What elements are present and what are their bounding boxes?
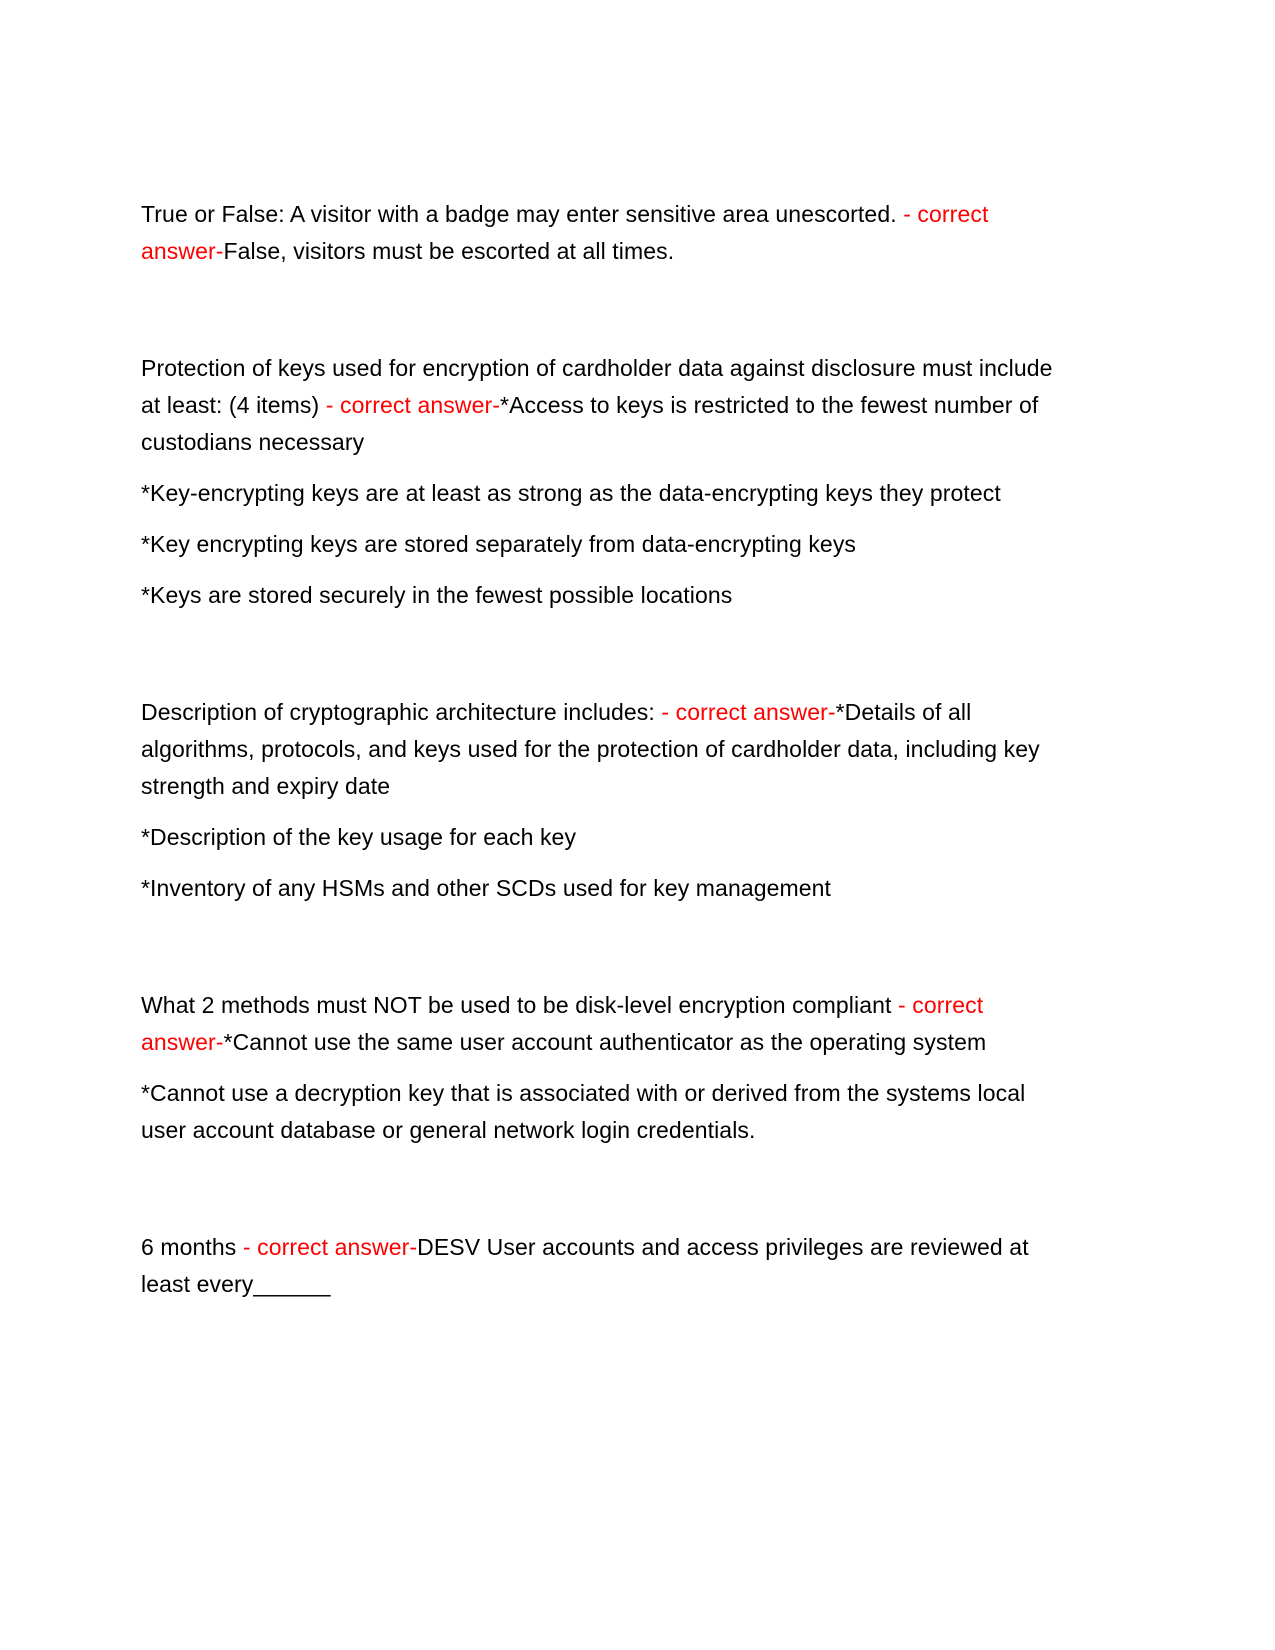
- correct-answer-marker: - correct answer-: [661, 699, 836, 725]
- question-text-run: *Cannot use the same user account authenticator as the operating system: [223, 1029, 987, 1055]
- correct-answer-marker: - correct answer-: [141, 201, 989, 264]
- question-paragraph: [141, 1229, 1070, 1303]
- question-paragraph: [141, 987, 1070, 1061]
- question-text-run: *Key encrypting keys are stored separately from data-encrypting keys: [141, 531, 857, 557]
- question-text-run: What 2 methods must NOT be used to be disk-level encryption compliant: [141, 992, 898, 1018]
- correct-answer-marker: - correct answer-: [242, 1234, 418, 1260]
- question-paragraph: [141, 475, 1070, 512]
- question-text-run: False, visitors must be escorted at all times.: [223, 238, 675, 264]
- question-paragraph: [141, 350, 1070, 461]
- question-text-run: Protection of keys used for encryption of cardholder data against disclosure must include at least: (4 items): [141, 355, 1053, 418]
- question-text-run: True or False: A visitor with a badge may enter sensitive area unescorted.: [141, 201, 904, 227]
- question-text-run: *Key-encrypting keys are at least as strong as the data-encrypting keys they protect: [141, 480, 1001, 506]
- question-text-run: *Inventory of any HSMs and other SCDs used for key management: [141, 875, 832, 901]
- question-paragraph: [141, 870, 1070, 907]
- question-text-run: *Details of all algorithms, protocols, and keys used for the protection of cardholder data, including key strength and expiry date: [141, 699, 1040, 799]
- question-paragraph: [141, 694, 1070, 805]
- question-paragraph: [141, 1075, 1070, 1149]
- question-paragraph: [141, 526, 1070, 563]
- question-text-run: *Cannot use a decryption key that is associated with or derived from the systems local user account database or general network login credentials.: [141, 1080, 1026, 1143]
- question-text-run: DESV User accounts and access privileges are reviewed at least every______: [141, 1234, 1029, 1297]
- question-paragraph: [141, 819, 1070, 856]
- correct-answer-marker: - correct answer-: [325, 392, 501, 418]
- question-text-run: Description of cryptographic architecture includes:: [141, 699, 662, 725]
- question-paragraph: [141, 196, 1070, 270]
- question-text-run: 6 months: [141, 1234, 243, 1260]
- question-text-run: *Access to keys is restricted to the fewest number of custodians necessary: [141, 392, 1039, 455]
- question-text-run: *Description of the key usage for each key: [141, 824, 577, 850]
- correct-answer-marker: - correct answer-: [141, 992, 984, 1055]
- question-text-run: *Keys are stored securely in the fewest possible locations: [141, 582, 733, 608]
- question-paragraph: [141, 577, 1070, 614]
